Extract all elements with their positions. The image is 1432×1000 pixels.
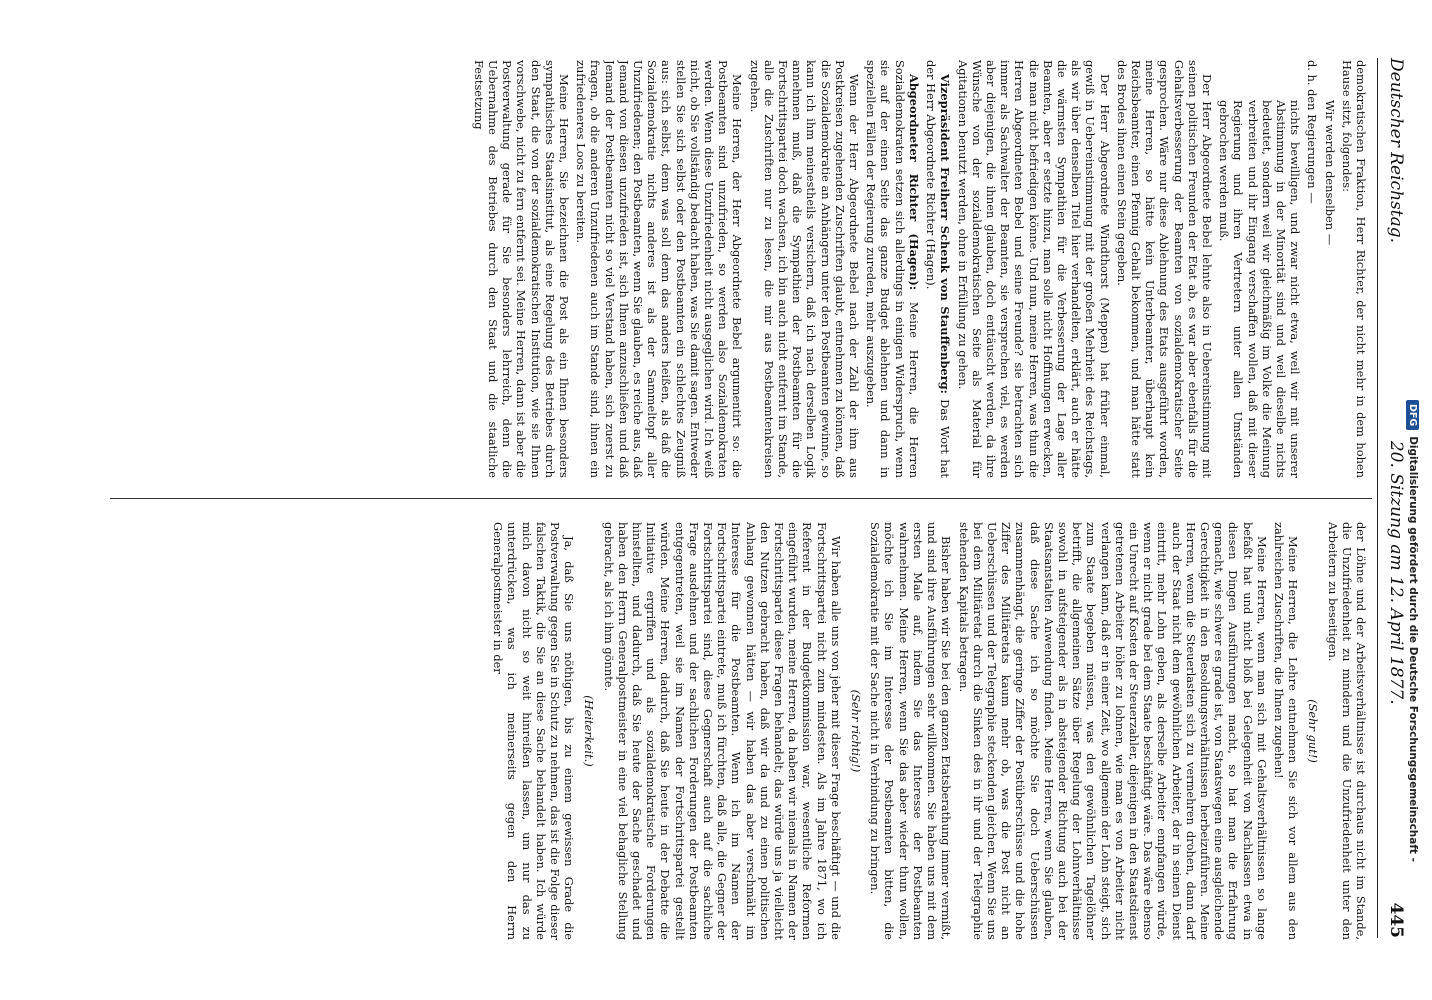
- paragraph: Meine Herren, der Herr Abgeordnete Bebel argumentirt so: die Postbeamten sind unzufrieden, so werden also Sozialdemokraten werden. Wenn diese Unzufriedenheit nicht ausgeglichen wird. Ich weiß nicht, ob Sie vollständig bedacht haben, was Sie damit sagen. Entweder stellen Sie sich selbst oder den Postbeamten ein schlechtes Zeugniß aus: sich selbst, denn was soll denn das anders heißen, als daß die Sozialdemokratie nichts anderes ist als der Sammeltopf aller Unzufriedenen; den Postbeamten, wenn Sie glauben, es reiche aus, daß Jemand von diesen unzufrieden ist, sich Ihnen anzuschließen und daß Jemand der Postbeamten nicht so viel Verstand haben, sich zuerst zu fragen, ob die anderen Unzufriedenen auch im Stande sind, ihnen ein zufriedeneres Loos zu bereiten.: [574, 60, 745, 478]
- left-column: [118, 60, 1368, 478]
- speech-text: Meine Herren, die Herren Sozialdemokraten setzen sich allerdings in einigen Widerspruch, wenn sie auf der einen Seite das ganze Budget ablehnen und dann in speziellen Fällen der Regierung zureden, mehr auszugeben.: [864, 60, 921, 478]
- paragraph: Meine Herren, die Lehre entnehmen Sie sich vor allem aus den zahlreichen Zuschriften, die Ihnen zugehen!: [1271, 522, 1301, 940]
- right-column: [118, 522, 1368, 940]
- header-session: 20. Sitzung am 12. April 1877.: [1386, 440, 1406, 705]
- paragraph: Der Herr Abgeordnete Bebel lehnte also in Uebereinstimmung mit seinen politischen Freunden der Etat ab, es war aber ebenfalls für die Gehaltsverbesserung der Beamten von sozialdemokratischer Seite gesprochen. Wäre nur diese Ablehnung des Etats ausgeführt worden, meine Herren, so hätte kein Unterbeamter, überhaupt kein Reichsbeamter, einen Pfennig Gehalt bekommen, und man hätte statt des Brodes ihnen einen Stein gegeben.: [1114, 60, 1214, 478]
- interjection: (Sehr richtig!): [849, 689, 864, 773]
- paragraph: Der Herr Abgeordnete Windthorst (Meppen) hat früher einmal, gewiß in Uebereinstimmung mit der großen Mehrheit des Reichstags, als wir über denselben Titel hier verhandelten, erklärt, auch er hätte die wärmsten Sympathien für die Verbesserung der Lage aller Beamten, aber er setzte hinzu, man solle nicht Hoffnungen erwecken, die man nicht befriedigen könne. Und nun, meine Herren, was thun die Herren Abgeordneten Bebel und seine Freunde? sie betrachten sich immer als Sachwalter der Beamten, sie versprechen viel, es werden aber diejenigen, die ihnen glauben, doch enttäuscht werden, da ihre Wünsche von der sozialdemokratischen Seite als Material für Agitationen benutzt werden, ohne in Erfüllung zu gehen.: [955, 60, 1112, 478]
- paragraph: der Löhne und der Arbeitsverhältnisse ist durchaus nicht im Stande, die Unzufriedenheit zu mindern und die Unzufriedenheit unter den Arbeitern zu beseitigen.: [1325, 522, 1368, 940]
- quote-line: Wir werden denselben —: [1322, 100, 1337, 246]
- column-divider: [110, 498, 1372, 499]
- paragraph: Meine Herren, wenn man sich mit Gehaltsverhältnissen so lange befaßt hat und nicht bloß bei Gelegenheit von Nachlassen etwa in diesen Dingen Ausführungen macht, so hat man die Erfahrung gemacht, wie schwer es grade ist, von Staatswegen eine ausgleichende Gerechtigkeit in den Besoldungsverhältnissen herbeizuführen. Meine Herren, wenn die Steuerlasten sich zu vermehren drohen, dann darf auch der Staat nicht dem gewöhnlichen Arbeiter, der in seinen Dienst eintritt, mehr Lohn geben, als derselbe Arbeiter empfangen würde, wenn er nicht grade bei dem Staate beschäftigt wäre. Das wäre ebenso ein Unrecht auf Kosten der Steuerzahler, diejenigen in den Staatsdienst getretenen Arbeiter höher zu lohnen, wie man es von Arbeiter nicht verlangen kann, daß er in einer Zeit, wo allgemein der Lohn steigt, sich zum Staate begeben müssen, was den gewöhnlichen Tagelöhner betrifft, die allgemeinen Sätze über Regelung der Lohnverhältnisse sowohl in aufsteigender als in absteigender Richtung auch bei der Staatsanstalten Anwendung finden. Meine Herren, wenn Sie glauben, daß diese Sache ich so möchte Sie doch Ueberschüssen zusammenhängt, die geringe Ziffer der Postüberschüsse und die hohe Ziffer des Militäretats kaum mehr ob, was die Post nicht an Ueberschüssen und der Telegraphie steckenden gleichen. Wenn Sie uns bei dem Militäretat durch die Sinken des in ihr und der Telegraphie stehenden Kapitals betragen.: [956, 522, 1269, 940]
- speaker-name: Abgeordneter Richter (Hagen):: [906, 74, 921, 291]
- quote-paragraph: nichts bewilligen, und zwar nicht etwa, weil wir mit unserer Abstimmung in der Minorität sind und weil dieselbe nichts bedeutet, sondern weil wir gleichmäßig im Volke die Meinung verbreiten und ihr Eingang verschaffen wollen, daß mit dieser Regierung und ihren Vertretern unter allen Umständen gebrochen werden muß.: [1217, 100, 1303, 478]
- paragraph: Wenn der Herr Abgeordnete Bebel nach der Zahl der ihm aus Postkreisen zugehenden Zuschriften glaubt, entnehmen zu können, daß die Sozialdemokratie an Anhängern unter den Postbeamten gewinne, so kann ich ihm meinestheils versichern, daß ich nach derselben Logik annehmen muß, daß die Sympathien der Postbeamten für die Fortschrittspartei doch wachsen, ich bin auch nicht entfernt im Stande, alle die Zuschriften nur zu lesen, die mir aus Postbeamtenkreisen zugehen.: [747, 60, 862, 478]
- interjection: (Sehr gut!): [1306, 699, 1321, 763]
- quote-line: d. h. den Regierungen —: [1305, 60, 1320, 204]
- paragraph: Bisher haben wir Sie bei den ganzen Etatsberathung immer vermißt, und sind ihre Ausführungen sehr willkommen. Sie haben uns mit dem ersten Male auf, indem Sie das Interesse der Postbeamten wahrnehmen. Meine Herren, wenn Sie das aber wieder thun wollen, möchte ich Sie im Interesse der Postbeamten bitten, die Sozialdemokratie mit der Sache nicht in Verbindung zu bringen.: [868, 522, 954, 940]
- digitization-credit: [1398, 10, 1428, 990]
- speaker-paragraph: [864, 60, 921, 478]
- page-number: 445: [1386, 902, 1406, 938]
- dfg-logo: DFG: [1407, 400, 1420, 430]
- paragraph: Meine Herren, Sie bezeichnen die Post als ein Ihnen besonders sympathisches Staatsinstitut, als eine Regelung des Betriebes durch den Staat, die von der sozialdemokratischen Institution, wie sie Ihnen vorschwebe, nicht zu fern entfernt sei. Meine Herren, dann ist aber die Postverwaltung gerade für Sie besonders lehrreich, denn die Uebernahme des Betriebes durch den Staat und die staatliche Festsetzung: [471, 60, 572, 478]
- credit-text: Digitalisierung gefördert durch die Deutsche Forschungsgemeinschaft -: [1407, 436, 1419, 862]
- paragraph: Ja, daß Sie uns nöthigen, bis zu einem gewissen Grade die Postverwaltung gegen Sie in Schutz zu nehmen, das ist die Folge dieser falschen Taktik, die Sie an diese Sache behandelt haben. Ich würde mich davon nicht so weit hinreißen lassen, um nur das zu unterdrücken, was ich meinerseits gegen den Herrn Generalpostmeister in der: [491, 522, 577, 940]
- header-publication: Deutscher Reichstag.: [1386, 58, 1406, 243]
- paragraph: demokratischen Fraktion, Herr Richter, der nicht mehr in dem hohen Hause sitzt, folgendes:: [1339, 60, 1368, 478]
- speaker-name: Vizepräsident Freiherr Schenk von Stauffenberg:: [938, 74, 953, 394]
- interjection: (Heiterkeit.): [582, 695, 597, 767]
- paragraph: Wir haben alle uns von jeher mit dieser Frage beschäftigt — und die Fortschrittspartei nicht zum mindesten. Als im Jahre 1871, wo ich Referent in der Budgetkommission war, wesentliche Reformen eingeführt wurden, meine Herren, da haben wir niemals in Namen der Fortschrittspartei diese Fragen behandelt; das würde uns ja vielleicht den Nutzen gebracht haben, daß wir da und zu einen politischen Anhang gewonnen hätten — wir haben das aber verschmäht im Interesse für die Postbeamten. Wenn ich im Namen der Fortschrittspartei eintrete, muß ich fürchten, daß alle, die Gegner der Fortschrittspartei sind, diese Gegnerschaft auch auf die sachliche Frage ausdehnen und der sachlichen Forderungen der Postbeamten entgegentreten, weil sie im Namen der Fortschrittspartei gestellt würden. Meine Herren, dadurch, daß Sie heute in der Debatte die Initiative ergriffen und als sozialdemokratische Forderungen hinstellten, und dadurch, daß Sie heute der Sache geschadet und haben den Herrn Generalpostmeister in eine viel behagliche Stellung gebracht, als ich ihm gönnte.: [601, 522, 843, 940]
- speech-text: Das Wort hat der Herr Abgeordnete Richter (Hagen).: [924, 60, 953, 478]
- speaker-paragraph: [924, 60, 952, 478]
